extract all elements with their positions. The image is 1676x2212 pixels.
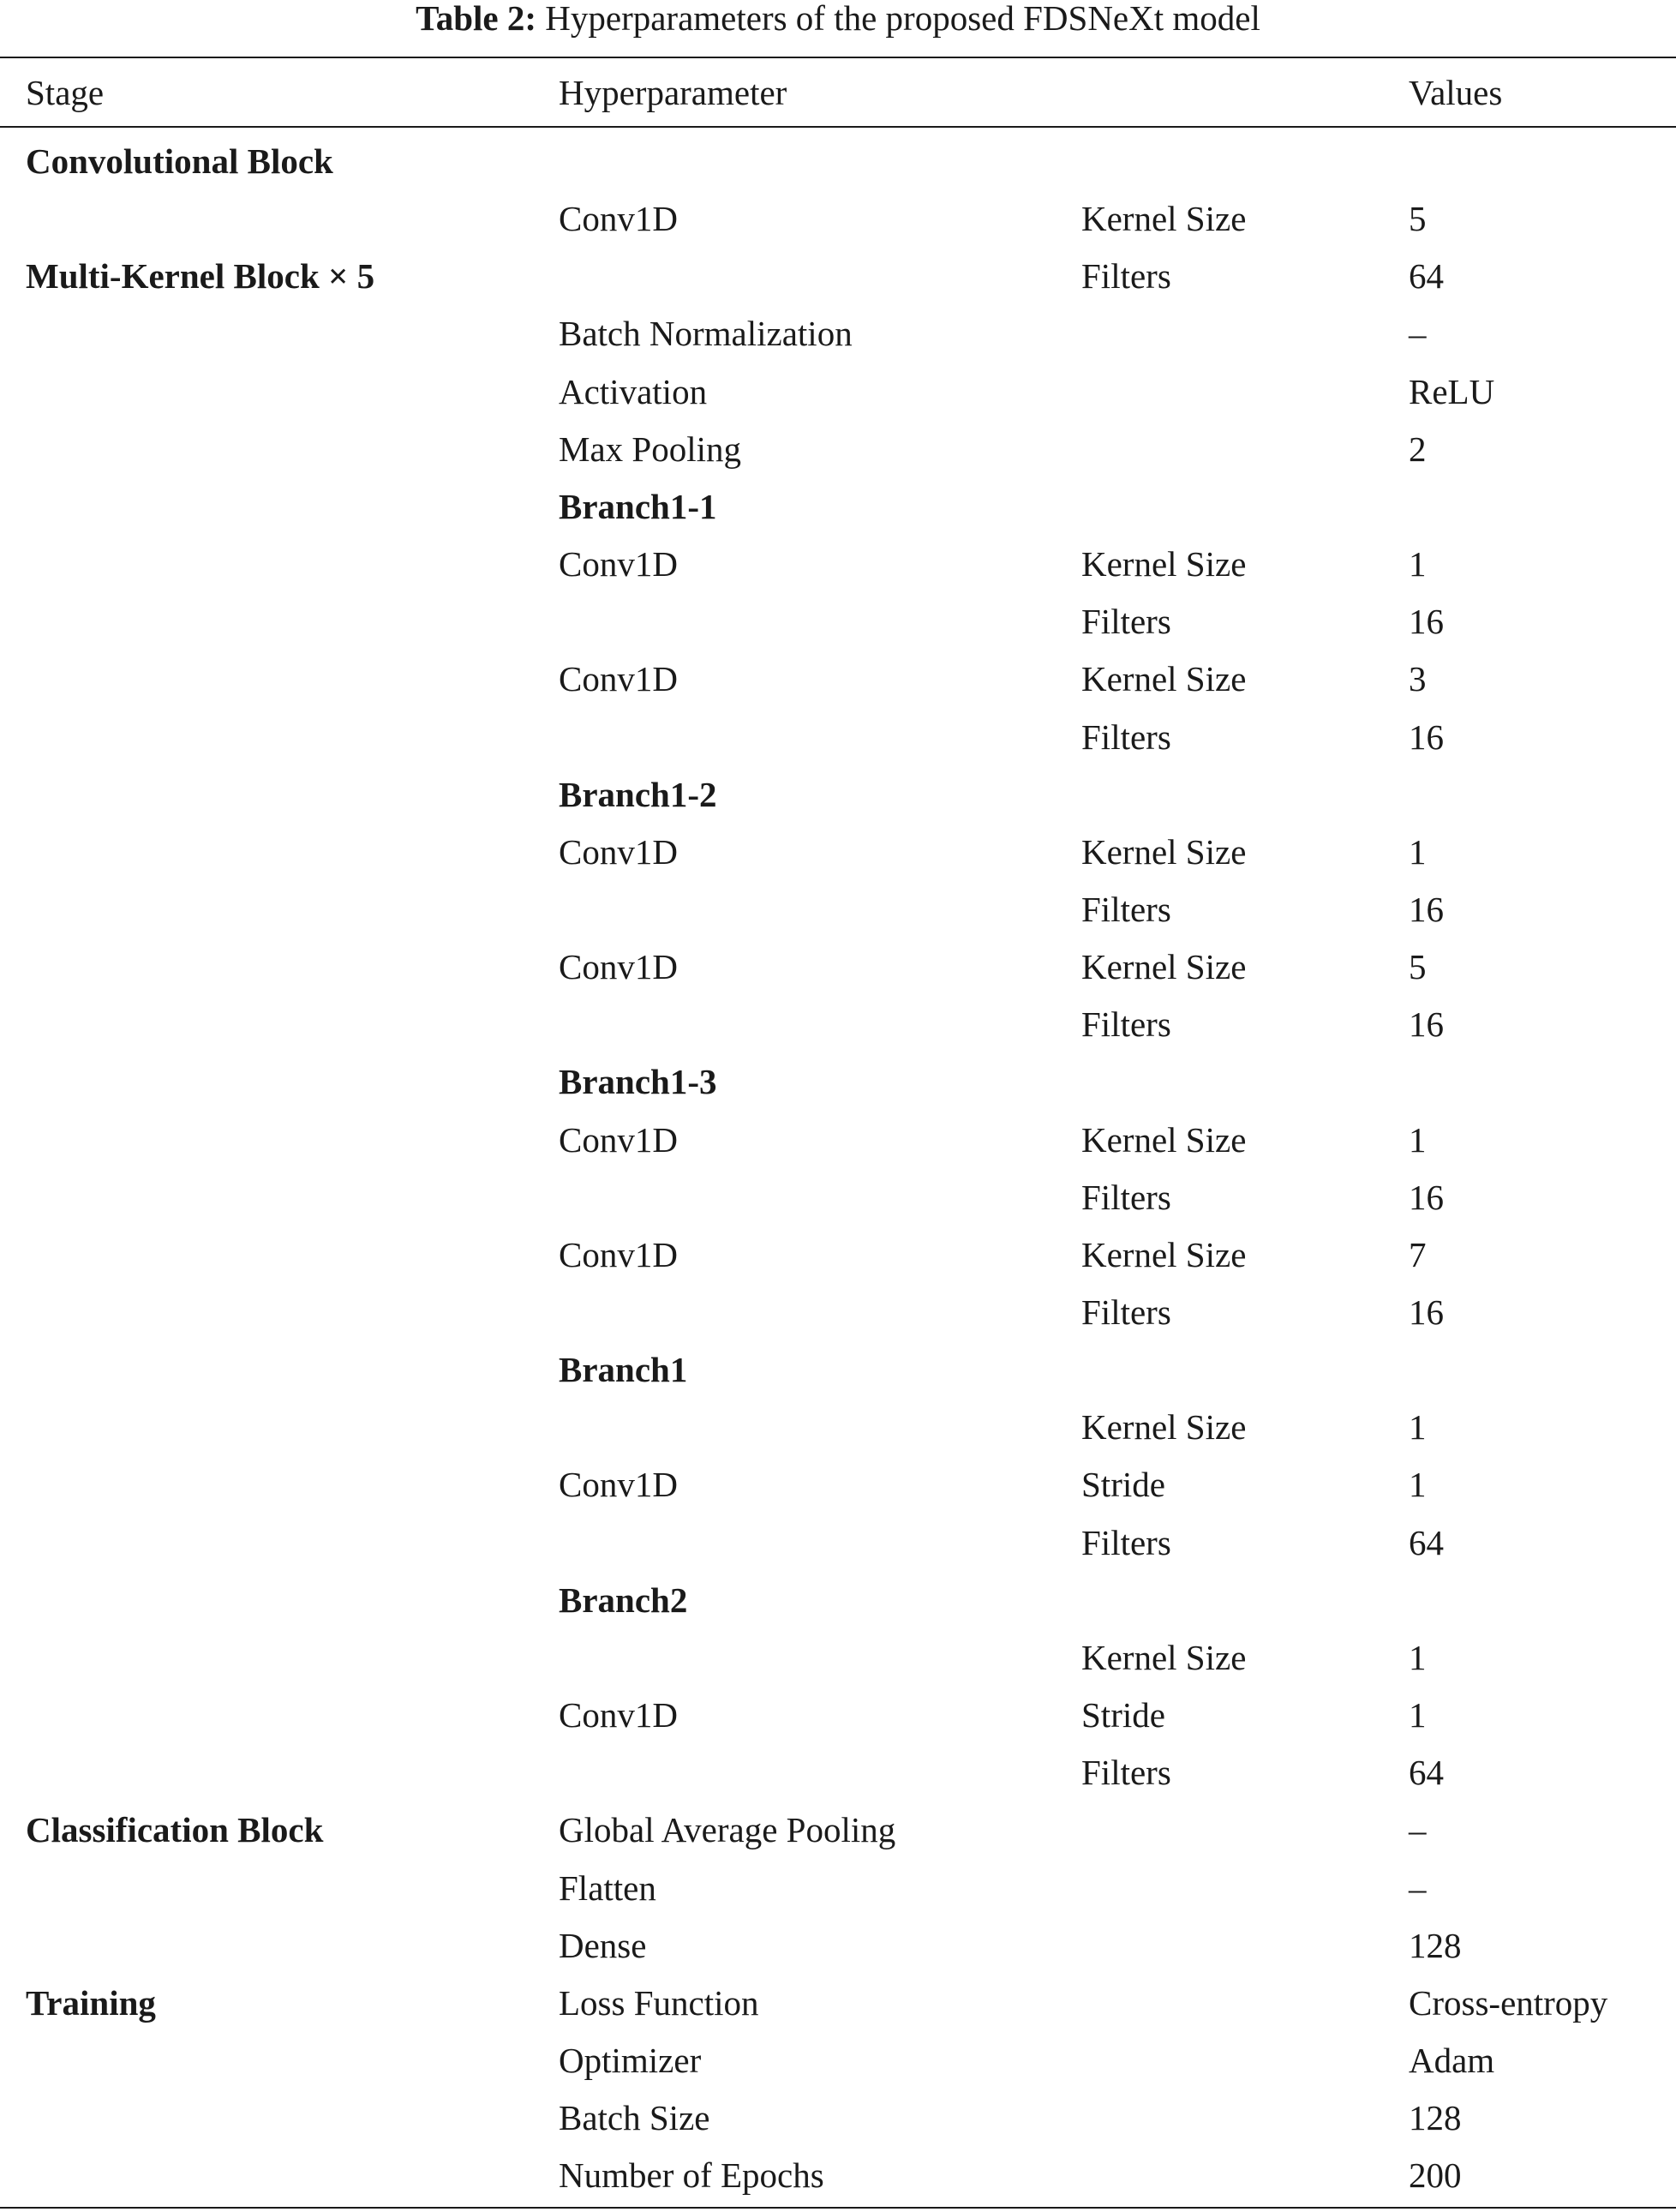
header-values: Values	[1409, 73, 1503, 112]
table-caption-text: Hyperparameters of the proposed FDSNeXt model	[545, 0, 1260, 38]
cell-value: 16	[1409, 890, 1444, 929]
cell-hyperparameter: Branch1-3	[559, 1062, 717, 1101]
cell-hyperparameter: Conv1D	[559, 544, 678, 584]
cell-parameter: Filters	[1081, 890, 1171, 929]
cell-hyperparameter: Conv1D	[559, 1695, 678, 1735]
cell-value: 1	[1409, 1695, 1427, 1735]
cell-parameter: Stride	[1081, 1695, 1165, 1735]
cell-hyperparameter: Batch Normalization	[559, 314, 853, 353]
table-caption-label: Table 2:	[416, 0, 537, 38]
cell-value: 5	[1409, 947, 1427, 986]
cell-parameter: Kernel Size	[1081, 832, 1247, 872]
cell-value: Adam	[1409, 2041, 1495, 2080]
cell-hyperparameter: Flatten	[559, 1868, 656, 1908]
cell-parameter: Kernel Size	[1081, 1120, 1247, 1160]
cell-parameter: Filters	[1081, 1753, 1171, 1792]
cell-value: 128	[1409, 1926, 1462, 1965]
cell-hyperparameter: Conv1D	[559, 1235, 678, 1274]
cell-stage: Classification Block	[26, 1810, 324, 1849]
cell-hyperparameter: Conv1D	[559, 1120, 678, 1160]
cell-hyperparameter: Conv1D	[559, 199, 678, 238]
cell-value: 1	[1409, 1120, 1427, 1160]
cell-value: 2	[1409, 429, 1427, 469]
cell-value: 64	[1409, 256, 1444, 296]
cell-hyperparameter: Conv1D	[559, 947, 678, 986]
cell-hyperparameter: Branch1-2	[559, 775, 717, 814]
cell-parameter: Kernel Size	[1081, 947, 1247, 986]
cell-value: 1	[1409, 1407, 1427, 1447]
cell-stage: Multi-Kernel Block × 5	[26, 256, 375, 296]
cell-value: 64	[1409, 1753, 1444, 1792]
cell-value: 1	[1409, 1638, 1427, 1677]
cell-stage: Training	[26, 1983, 156, 2023]
cell-hyperparameter: Loss Function	[559, 1983, 759, 2023]
header-rule	[0, 126, 1676, 128]
cell-parameter: Stride	[1081, 1465, 1165, 1504]
cell-value: 1	[1409, 832, 1427, 872]
cell-parameter: Filters	[1081, 1004, 1171, 1044]
cell-hyperparameter: Optimizer	[559, 2041, 702, 2080]
table-caption	[0, 0, 1676, 36]
cell-parameter: Kernel Size	[1081, 1235, 1247, 1274]
cell-hyperparameter: Global Average Pooling	[559, 1810, 896, 1849]
cell-value: –	[1409, 1868, 1427, 1908]
cell-parameter: Kernel Size	[1081, 199, 1247, 238]
cell-parameter: Filters	[1081, 717, 1171, 757]
cell-value: 16	[1409, 1292, 1444, 1332]
cell-parameter: Kernel Size	[1081, 659, 1247, 698]
cell-value: 5	[1409, 199, 1427, 238]
cell-hyperparameter: Dense	[559, 1926, 647, 1965]
cell-parameter: Kernel Size	[1081, 544, 1247, 584]
cell-hyperparameter: Conv1D	[559, 832, 678, 872]
cell-value: ReLU	[1409, 372, 1495, 411]
cell-value: –	[1409, 1810, 1427, 1849]
cell-value: 16	[1409, 1004, 1444, 1044]
cell-hyperparameter: Branch2	[559, 1580, 688, 1620]
cell-value: 16	[1409, 602, 1444, 641]
cell-hyperparameter: Conv1D	[559, 659, 678, 698]
cell-value: 200	[1409, 2155, 1462, 2195]
cell-parameter: Filters	[1081, 1178, 1171, 1217]
cell-hyperparameter: Number of Epochs	[559, 2155, 824, 2195]
cell-value: 7	[1409, 1235, 1427, 1274]
cell-parameter: Kernel Size	[1081, 1407, 1247, 1447]
header-stage: Stage	[26, 73, 105, 112]
cell-stage: Convolutional Block	[26, 141, 333, 181]
cell-value: 16	[1409, 717, 1444, 757]
cell-value: 128	[1409, 2098, 1462, 2137]
cell-value: 1	[1409, 544, 1427, 584]
cell-value: Cross-entropy	[1409, 1983, 1608, 2023]
cell-hyperparameter: Conv1D	[559, 1465, 678, 1504]
cell-hyperparameter: Branch1-1	[559, 487, 717, 526]
cell-value: –	[1409, 314, 1427, 353]
cell-value: 64	[1409, 1523, 1444, 1562]
bottom-rule	[0, 2207, 1676, 2209]
cell-parameter: Filters	[1081, 256, 1171, 296]
cell-hyperparameter: Activation	[559, 372, 708, 411]
cell-parameter: Filters	[1081, 1292, 1171, 1332]
header-hyperparameter: Hyperparameter	[559, 73, 787, 112]
cell-hyperparameter: Batch Size	[559, 2098, 710, 2137]
cell-parameter: Kernel Size	[1081, 1638, 1247, 1677]
cell-value: 3	[1409, 659, 1427, 698]
cell-value: 16	[1409, 1178, 1444, 1217]
cell-hyperparameter: Max Pooling	[559, 429, 741, 469]
cell-parameter: Filters	[1081, 1523, 1171, 1562]
cell-value: 1	[1409, 1465, 1427, 1504]
top-rule	[0, 57, 1676, 58]
cell-parameter: Filters	[1081, 602, 1171, 641]
cell-hyperparameter: Branch1	[559, 1350, 688, 1389]
